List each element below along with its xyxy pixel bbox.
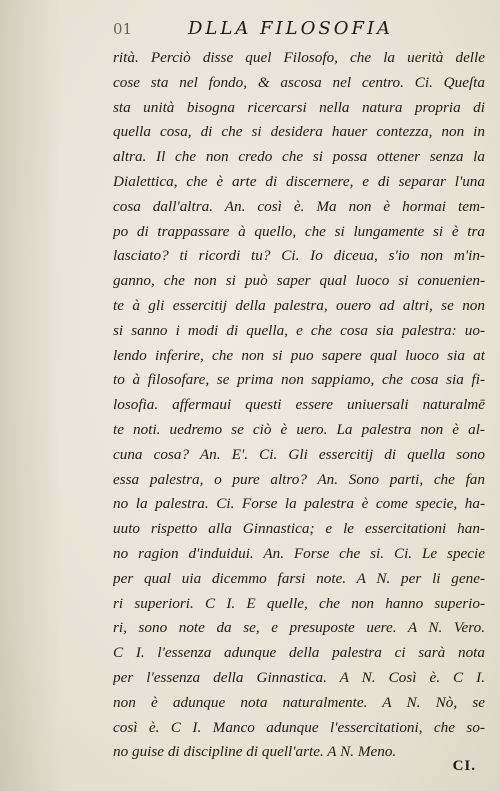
text-line: essa palestra, o pure altro? An. Sono parti, che fan xyxy=(113,470,485,488)
text-line: si sanno i modi di quella, e che cosa sia palestra: uo- xyxy=(113,321,485,339)
text-line: te à gli essercitij della palestra, ouero ad altri, se non xyxy=(113,296,485,314)
text-line: no la palestra. Ci. Forse la palestra è come specie, ha- xyxy=(113,495,485,513)
text-line: to à filosofare, se prima non sappiamo, che cosa sia fi- xyxy=(113,371,485,389)
text-line: lendo inferire, che non si puo sapere qual luoco sia at xyxy=(113,346,485,364)
text-line: non è adunque nota naturalmente. A N. Nò, se xyxy=(113,693,485,711)
text-line: po di trappassare à quello, che si lungamente si è tra xyxy=(113,222,485,240)
page-number: 01 xyxy=(113,20,133,38)
text-line: no ragion d'induidui. An. Forse che si. Ci. Le specie xyxy=(113,544,485,562)
text-line: quella cosa, di che si desidera hauer contezza, non in xyxy=(113,123,485,141)
text-line: per l'essenza della Ginnastica. A N. Così è. C I. xyxy=(113,668,485,686)
text-line: losofia. affermaui questi essere uniuersali naturalmē xyxy=(113,396,485,414)
text-line: per qual uia dicemmo farsi note. A N. per li gene- xyxy=(113,569,485,587)
text-line: cose sta nel fondo, & ascosa nel centro. Ci. Queſta xyxy=(113,73,485,91)
text-line: cuna cosa? An. E'. Ci. Gli essercitij di quella sono xyxy=(113,445,485,463)
page-fold-shadow xyxy=(0,0,60,791)
text-line: uuto rispetto alla Ginnastica; e le essercitationi han- xyxy=(113,520,485,538)
text-line: ganno, che non si può saper qual luoco si conuenien- xyxy=(113,272,485,290)
text-line: te noti. uedremo se ciò è uero. La palestra non è al- xyxy=(113,420,485,438)
text-line: cosa dall'altra. An. così è. Ma non è hormai tem- xyxy=(113,197,485,215)
text-line: così è. C I. Manco adunque l'essercitationi, che so- xyxy=(113,718,485,736)
text-line: altra. Il che non credo che si possa ottener senza la xyxy=(113,148,485,166)
text-line: sta unità bisogna ricercarsi nella natura propria di xyxy=(113,98,485,116)
text-line: no guise di discipline di quell'arte. A N. Meno. xyxy=(113,743,397,761)
running-head: DLLA FILOSOFIA xyxy=(188,18,394,39)
text-line: Dialettica, che è arte di discernere, e di separar l'una xyxy=(113,172,485,190)
body-text xyxy=(113,46,485,765)
text-line: rità. Perciò disse quel Filosofo, che la uerità delle xyxy=(113,49,485,66)
text-line: ri, sono note da se, e presuposte uere. A N. Vero. xyxy=(113,619,485,637)
text-line: lasciato? ti ricordi tu? Ci. Io diceua, s'io non m'in- xyxy=(113,247,485,265)
text-line: ri superiori. C I. E quelle, che non hanno superio- xyxy=(113,594,485,612)
text-line: C I. l'essenza adunque della palestra ci sarà nota xyxy=(113,644,485,662)
catchword: CI. xyxy=(452,758,476,774)
